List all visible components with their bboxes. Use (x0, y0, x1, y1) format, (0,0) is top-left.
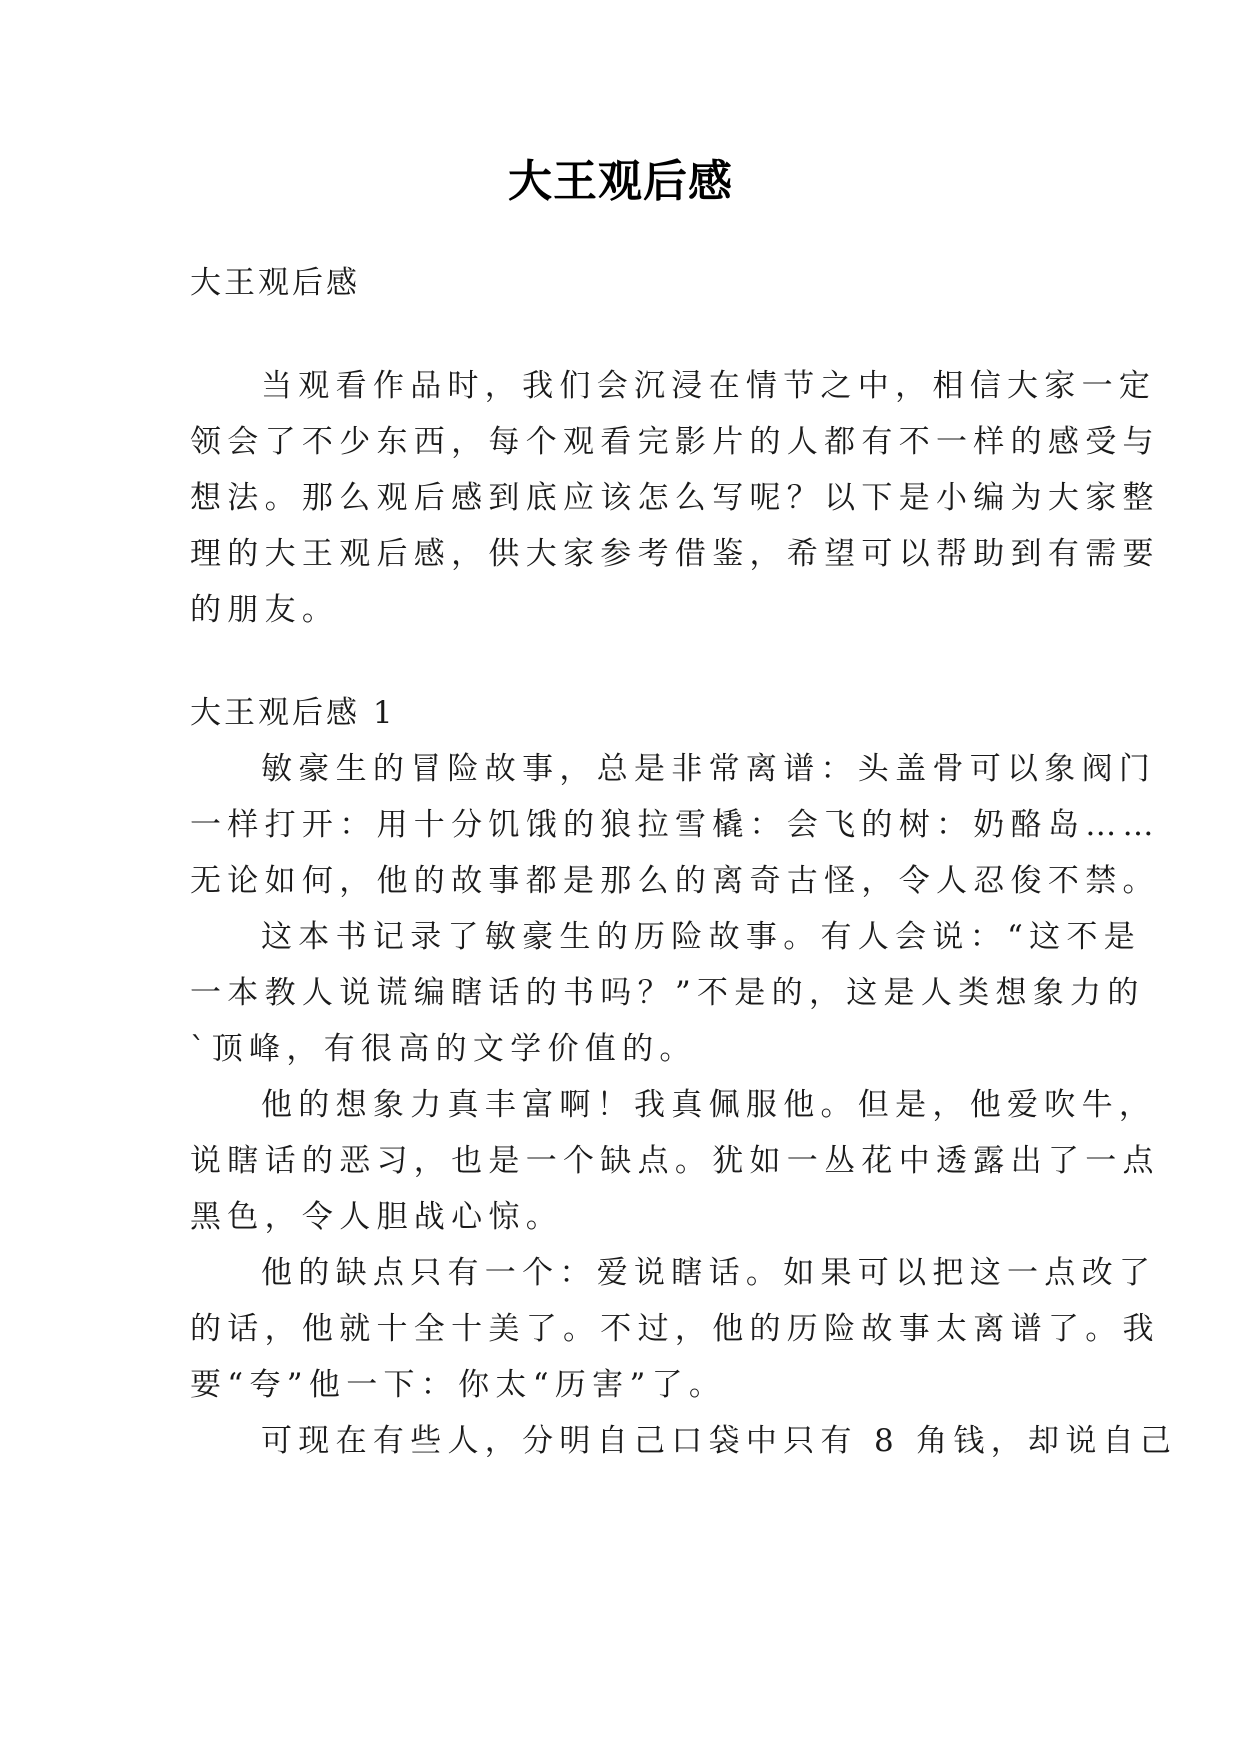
body-line: 他的想象力真丰富啊！我真佩服他。但是，他爱吹牛， (261, 1087, 1157, 1123)
intro-line: 当观看作品时，我们会沉浸在情节之中，相信大家一定 (261, 368, 1157, 404)
section-heading: 大王观后感 1 (190, 695, 396, 731)
body-line: `顶峰，有很高的文学价值的。 (190, 1031, 697, 1067)
intro-line: 想法。那么观后感到底应该怎么写呢？以下是小编为大家整 (190, 480, 1160, 516)
body-line: 说瞎话的恶习，也是一个缺点。犹如一丛花中透露出了一点 (190, 1143, 1160, 1179)
document-title: 大王观后感 (508, 156, 733, 207)
intro-line: 的朋友。 (190, 592, 340, 628)
document-subtitle: 大王观后感 (190, 265, 360, 301)
body-line: 要“夸”他一下：你太“历害”了。 (190, 1367, 727, 1403)
body-line: 一本教人说谎编瞎话的书吗？”不是的，这是人类想象力的 (190, 975, 1145, 1011)
body-line: 的话，他就十全十美了。不过，他的历险故事太离谱了。我 (190, 1311, 1160, 1347)
body-line: 这本书记录了敏豪生的历险故事。有人会说：“这不是 (261, 919, 1142, 955)
body-line: 一样打开：用十分饥饿的狼拉雪橇：会飞的树：奶酪岛…… (190, 807, 1160, 843)
body-line: 可现在有些人，分明自己口袋中只有 8 角钱，却说自己 (261, 1423, 1178, 1459)
body-line: 无论如何，他的故事都是那么的离奇古怪，令人忍俊不禁。 (190, 863, 1160, 899)
body-line: 敏豪生的冒险故事，总是非常离谱：头盖骨可以象阀门 (261, 751, 1157, 787)
body-line: 黑色，令人胆战心惊。 (190, 1199, 563, 1235)
intro-line: 理的大王观后感，供大家参考借鉴，希望可以帮助到有需要 (190, 536, 1160, 572)
body-line: 他的缺点只有一个：爱说瞎话。如果可以把这一点改了 (261, 1255, 1157, 1291)
intro-line: 领会了不少东西，每个观看完影片的人都有不一样的感受与 (190, 424, 1160, 460)
